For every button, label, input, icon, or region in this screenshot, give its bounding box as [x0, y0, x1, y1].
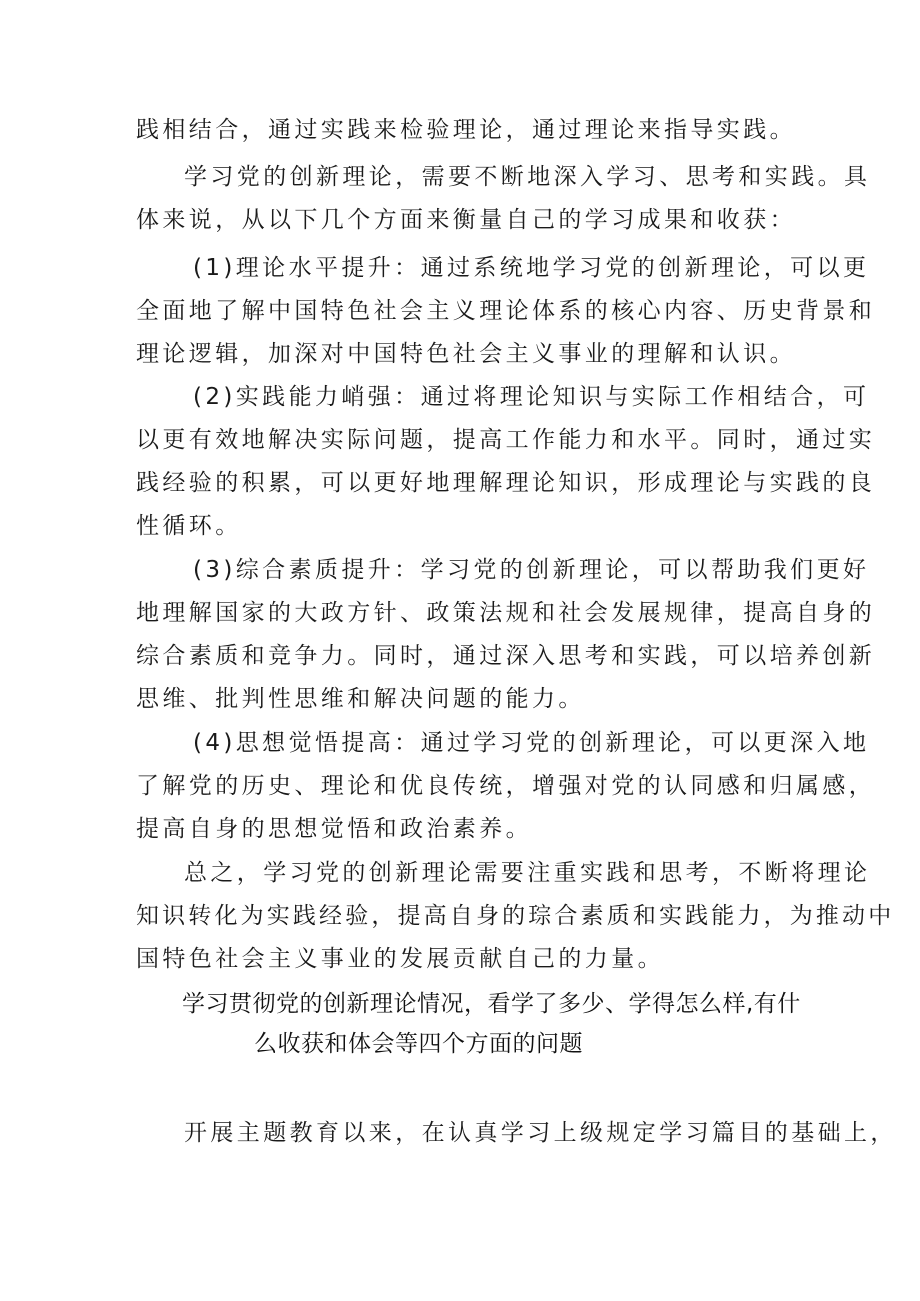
body-line: 以更有效地解决实际问题，提高工作能力和水平。同时，通过实: [136, 427, 876, 453]
paragraph-intro-line: 学习党的创新理论，需要不断地深入学习、思考和实践。具: [184, 164, 871, 190]
body-line: 知识转化为实践经验，提高自身的琮合素质和实践能力，为推动中: [136, 903, 895, 929]
summary-line: 总之，学习党的创新理论需要注重实践和思考，不断将理论: [184, 860, 871, 886]
list-item-3-line: (3)综合素质提升：学习党的创新理论，可以帮助我们更好: [193, 557, 870, 583]
body-line: 思维、批判性思维和解决问题的能力。: [136, 686, 585, 712]
section-heading-line-1: 学习贯彻党的创新理论情况，看学了多少、学得怎么样,有什: [182, 991, 801, 1017]
list-item-1-line: (1)理论水平提升：通过系统地学习党的创新理论，可以更: [193, 255, 870, 281]
body-line: 体来说，从以下几个方面来衡量自己的学习成果和收获：: [136, 207, 796, 233]
body-line: 践经验的积累，可以更好地理解理论知识，形成理论与实践的良: [136, 470, 876, 496]
body-line: 地理解国家的大政方针、政策法规和社会发展规律，提高自身的: [136, 600, 876, 626]
list-item-2-line: (2)实践能力峭强：通过将理论知识与实际工作相结合，可: [193, 384, 870, 410]
body-line: 国特色社会主义事业的发展贡献自己的力量。: [136, 946, 664, 972]
list-item-4-line: (4)思想觉悟提高：通过学习党的创新理论，可以更深入地: [193, 730, 870, 756]
body-line: 了解党的历史、理论和优良传统，增强对党的认同感和归属感，: [136, 773, 876, 799]
body-line: 践相结合，通过实践来检验理论，通过理论来指导实践。: [136, 117, 796, 143]
body-line: 开展主题教育以来，在认真学习上级规定学习篇目的基础上，: [184, 1120, 897, 1146]
body-line: 综合素质和竞争力。同时，通过深入思考和实践，可以培养创新: [136, 643, 876, 669]
body-line: 理论逻辑，加深对中国特色社会主义事业的理解和认识。: [136, 341, 796, 367]
section-heading-line-2: 么收获和体会等四个方面的问题: [254, 1031, 583, 1057]
body-line: 全面地了解中国特色社会主义理论体系的核心内容、历史背景和: [136, 298, 876, 324]
body-line: 提高自身的思想觉悟和政治素养。: [136, 816, 532, 842]
body-line: 性循环。: [136, 513, 242, 539]
